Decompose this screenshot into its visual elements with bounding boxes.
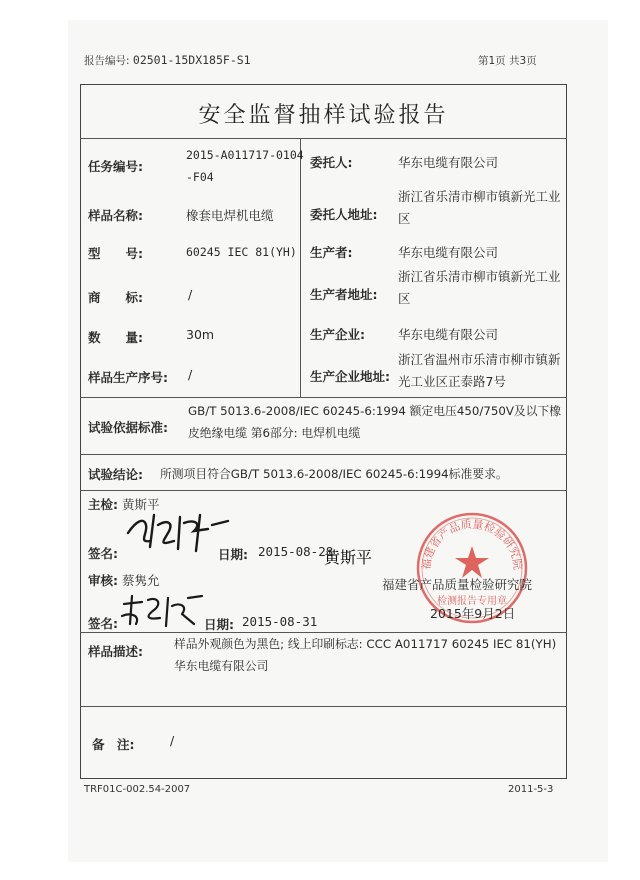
conclusion-value: 所测项目符合GB/T 5013.6-2008/IEC 60245-6:1994标准要求。: [160, 467, 508, 481]
inspector-date-label: 日期:: [218, 547, 248, 562]
inspector-sign-label: 签名:: [88, 546, 118, 561]
factory-addr-value: 浙江省温州市乐清市柳市镇新光工业区正泰路7号: [398, 352, 561, 389]
page-info: 第1页 共3页: [478, 55, 537, 67]
factory-label: 生产企业:: [310, 327, 365, 342]
svg-text:福建省产品质量检验研究院: 福建省产品质量检验研究院: [419, 517, 525, 571]
task-no-line2: -F04: [186, 170, 214, 184]
factory-addr-label: 生产企业地址:: [310, 369, 390, 384]
description-label: 样品描述:: [88, 644, 143, 659]
model-value: 60245 IEC 81(YH): [186, 245, 297, 259]
conclusion-label: 试验结论:: [88, 467, 143, 482]
basis-label: 试验依据标准:: [88, 420, 168, 435]
form-code: TRF01C-002.54-2007: [84, 784, 191, 795]
inspector-row: 主检: 黄斯平: [88, 497, 160, 512]
trademark-value: /: [188, 287, 193, 302]
client-label: 委托人:: [310, 155, 353, 170]
quantity-value: 30m: [186, 327, 215, 342]
serial-value: /: [188, 367, 193, 382]
factory-value: 华东电缆有限公司: [398, 327, 499, 342]
task-no-line1: 2015-A011717-0104: [186, 148, 304, 162]
form-date: 2011-5-3: [508, 784, 554, 795]
remarks-label: 备 注:: [92, 737, 135, 752]
reviewer-date-label: 日期:: [204, 617, 234, 632]
issue-date: 2015年9月2日: [430, 606, 516, 621]
quantity-label: 数 量:: [88, 330, 143, 345]
report-number: 报告编号: 02501-15DX185F-S1: [84, 53, 251, 67]
model-label: 型 号:: [88, 246, 143, 261]
producer-value: 华东电缆有限公司: [398, 245, 499, 260]
reviewer-date: 2015-08-31: [242, 614, 318, 629]
task-no-label: 任务编号:: [88, 159, 143, 174]
sample-name-label: 样品名称:: [88, 208, 143, 223]
producer-addr-value: 浙江省乐清市柳市镇新光工业区: [398, 269, 561, 306]
sample-name: 橡套电焊机电缆: [186, 208, 274, 223]
client-addr-label: 委托人地址:: [310, 207, 378, 222]
reviewer-signature: [118, 590, 208, 630]
issuer-institute: 福建省产品质量检验研究院: [382, 577, 533, 592]
client-addr-value: 浙江省乐清市柳市镇新光工业区: [398, 189, 561, 226]
serial-label: 样品生产序号:: [88, 370, 168, 385]
inspector-date: 2015-08-28: [258, 544, 334, 559]
trademark-label: 商 标:: [88, 290, 143, 305]
reviewer-sign-label: 签名:: [88, 616, 118, 631]
reviewer-row: 审核: 蔡隽允: [88, 573, 160, 588]
report-title: 安全监督抽样试验报告: [198, 103, 449, 128]
client-value: 华东电缆有限公司: [398, 155, 499, 170]
svg-text:检测报告专用章: 检测报告专用章: [437, 596, 507, 607]
producer-label: 生产者:: [310, 245, 353, 260]
remarks-value: /: [170, 733, 175, 748]
svg-text:黄斯平: 黄斯平: [324, 548, 373, 567]
description-value: 样品外观颜色为黑色; 线上印刷标志: CCC A011717 60245 IEC 81(YH) 华东电缆有限公司: [174, 637, 557, 673]
producer-addr-label: 生产者地址:: [310, 287, 378, 302]
basis-value: GB/T 5013.6-2008/IEC 60245-6:1994 额定电压450/750V及以下橡皮绝缘电缆 第6部分: 电焊机电缆: [188, 404, 562, 440]
